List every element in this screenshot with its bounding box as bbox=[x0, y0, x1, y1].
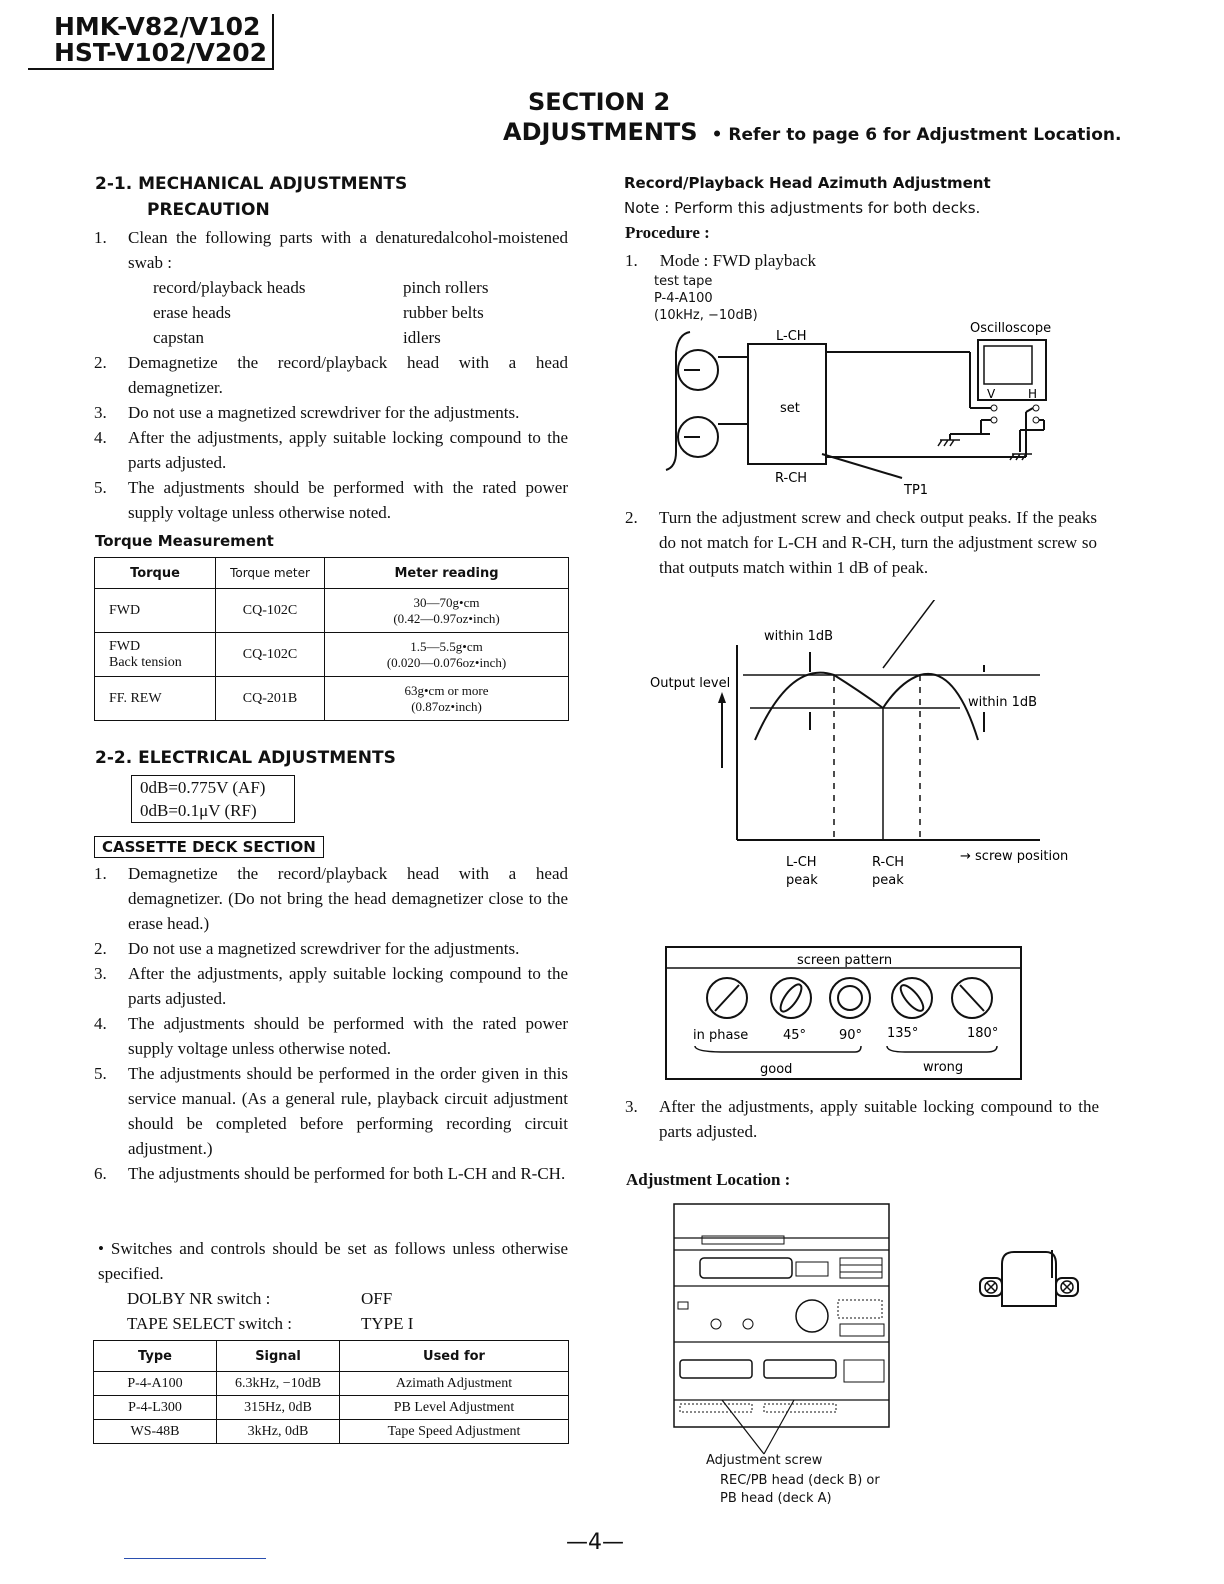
tape-cell: P-4-L300 bbox=[94, 1396, 217, 1420]
tape-line: (10kHz, −10dB) bbox=[654, 308, 758, 323]
label-180: 180° bbox=[967, 1026, 999, 1041]
screen-pattern-box bbox=[665, 946, 1023, 1082]
item-text: Do not use a magnetized screwdriver for the adjustments. bbox=[128, 939, 520, 958]
part-right: pinch rollers bbox=[403, 278, 489, 297]
step-3 bbox=[625, 1094, 1099, 1144]
deck-b-door bbox=[764, 1360, 836, 1378]
torque-name: FWD bbox=[109, 638, 141, 654]
section-note: • Refer to page 6 for Adjustment Location. bbox=[711, 125, 1122, 145]
reading-value: 1.5—5.5g•cm bbox=[410, 638, 483, 654]
step-2 bbox=[625, 505, 1097, 580]
volume-knob bbox=[796, 1300, 828, 1332]
model-line-2: HST-V102/V202 bbox=[54, 38, 268, 67]
rch-line bbox=[1026, 408, 1033, 412]
terminal bbox=[991, 405, 997, 411]
rch-peak-label-2: peak bbox=[872, 873, 904, 888]
pattern-180-line bbox=[960, 985, 984, 1011]
good-bracket bbox=[695, 1046, 861, 1052]
pattern-45 bbox=[771, 978, 811, 1018]
tape-cell: 315Hz, 0dB bbox=[217, 1396, 340, 1420]
tape-line: P-4-A100 bbox=[654, 291, 713, 306]
rch-curve bbox=[883, 674, 978, 740]
rch-label: R-CH bbox=[775, 471, 808, 486]
lch-peak-label-2: peak bbox=[786, 873, 818, 888]
item-number: 2. bbox=[94, 353, 107, 372]
tp1-label: TP1 bbox=[904, 483, 929, 498]
head-body bbox=[1002, 1252, 1056, 1306]
list-item bbox=[94, 961, 568, 1011]
torque-cell bbox=[95, 633, 216, 677]
tape-cell: WS-48B bbox=[94, 1420, 217, 1444]
item-number: 6. bbox=[94, 1164, 107, 1183]
item-text: Do not use a magnetized screwdriver for the adjustments. bbox=[128, 403, 520, 422]
tuner-panel bbox=[796, 1262, 828, 1276]
tape-cell: Azimath Adjustment bbox=[340, 1372, 569, 1396]
tape-cell: 3kHz, 0dB bbox=[217, 1420, 340, 1444]
wrong-bracket bbox=[887, 1046, 997, 1052]
parts-list bbox=[94, 275, 568, 350]
slot bbox=[702, 1236, 784, 1244]
item-text: The adjustments should be performed with the rated power supply voltage unless otherwise noted. bbox=[128, 478, 568, 522]
table-row bbox=[95, 633, 569, 677]
switch-value: TYPE I bbox=[361, 1314, 414, 1333]
tuner-buttons bbox=[840, 1258, 882, 1278]
switch-name: DOLBY NR switch : bbox=[127, 1289, 271, 1308]
reading-cell bbox=[325, 589, 569, 633]
meter-cell: CQ-102C bbox=[216, 589, 325, 633]
item-number: 3. bbox=[94, 964, 107, 983]
section-title-row bbox=[503, 118, 1121, 146]
db-af: 0dB=0.775V (AF) bbox=[140, 778, 266, 797]
label-135: 135° bbox=[887, 1026, 919, 1041]
switch-settings bbox=[127, 1286, 413, 1336]
adjustment-location-heading: Adjustment Location : bbox=[626, 1170, 791, 1189]
knob bbox=[711, 1319, 721, 1329]
mech-heading: 2-1. MECHANICAL ADJUSTMENTS bbox=[95, 174, 408, 194]
lch-peak-label: L-CH bbox=[786, 855, 817, 870]
step-2-text: Turn the adjustment screw and check output peaks. If the peaks do not match for L-CH and R-CH, turn the adjustment screw so that outputs match within 1 dB of peak. bbox=[659, 508, 1097, 577]
item-text: Demagnetize the record/playback head with a head demagnetizer. (Do not bring the head demagnetizer close to the erase head.) bbox=[128, 864, 568, 933]
step-3-text: After the adjustments, apply suitable locking compound to the parts adjusted. bbox=[659, 1097, 1099, 1141]
screen-pattern-title: screen pattern bbox=[797, 953, 893, 968]
test-tape-table bbox=[93, 1340, 569, 1444]
elec-list bbox=[94, 861, 568, 1186]
col-header: Torque bbox=[95, 558, 216, 589]
list-item bbox=[94, 425, 568, 475]
oscilloscope-label: Oscilloscope bbox=[970, 321, 1052, 336]
col-header: Used for bbox=[340, 1341, 569, 1372]
elec-heading: 2-2. ELECTRICAL ADJUSTMENTS bbox=[95, 748, 396, 768]
wrong-label: wrong bbox=[923, 1060, 964, 1075]
pattern-135 bbox=[892, 978, 932, 1018]
section-number: SECTION 2 bbox=[528, 88, 671, 116]
table-row bbox=[95, 589, 569, 633]
list-item bbox=[94, 1061, 568, 1161]
tuner-display bbox=[700, 1258, 792, 1278]
torque-table bbox=[94, 557, 569, 721]
item-number: 3. bbox=[94, 403, 107, 422]
good-label: good bbox=[760, 1062, 793, 1077]
amp-display bbox=[838, 1300, 882, 1318]
head-label-2: PB head (deck A) bbox=[720, 1491, 832, 1506]
torque-cell bbox=[95, 589, 216, 633]
tape-cell: PB Level Adjustment bbox=[340, 1396, 569, 1420]
deck-a-door bbox=[680, 1360, 752, 1378]
step-1-text: Mode : FWD playback bbox=[659, 251, 817, 270]
head-detail-drawing bbox=[974, 1248, 1080, 1312]
knob bbox=[743, 1319, 753, 1329]
table-row bbox=[95, 677, 569, 721]
within-label-2: within 1dB bbox=[968, 695, 1038, 710]
output-level-label: Output level bbox=[650, 676, 731, 691]
connection-diagram bbox=[640, 312, 1070, 502]
reading-imperial: (0.42—0.97oz•inch) bbox=[393, 610, 500, 626]
switch-note: • Switches and controls should be set as follows unless otherwise specified. bbox=[98, 1239, 568, 1283]
label-45: 45° bbox=[783, 1028, 807, 1043]
item-text: After the adjustments, apply suitable locking compound to the parts adjusted. bbox=[128, 428, 568, 472]
part-right: rubber belts bbox=[403, 303, 484, 322]
torque-name: FF. REW bbox=[109, 690, 162, 706]
list-item: 1. Clean the following parts with a denaturedalcohol-moistened swab : bbox=[94, 228, 568, 272]
deck-buttons bbox=[844, 1360, 884, 1382]
tape-cell: Tape Speed Adjustment bbox=[340, 1420, 569, 1444]
lch-label: L-CH bbox=[776, 329, 807, 344]
list-item bbox=[94, 936, 568, 961]
ground-symbol bbox=[938, 440, 960, 446]
reading-imperial: (0.87oz•inch) bbox=[411, 698, 482, 714]
tape-line: test tape bbox=[654, 274, 713, 289]
meter-cell: CQ-201B bbox=[216, 677, 325, 721]
section-title: ADJUSTMENTS bbox=[503, 118, 698, 146]
torque-name: FWD bbox=[109, 602, 141, 618]
db-rf: 0dB=0.1μV (RF) bbox=[140, 801, 257, 820]
meter-cell: CQ-102C bbox=[216, 633, 325, 677]
pattern-90-inner bbox=[838, 986, 862, 1010]
precaution-heading: PRECAUTION bbox=[147, 200, 270, 220]
step-1: 1. Mode : FWD playback bbox=[625, 251, 817, 270]
item-text: The adjustments should be performed for both L-CH and R-CH. bbox=[128, 1164, 566, 1183]
power-button bbox=[678, 1302, 688, 1309]
terminal bbox=[1033, 417, 1039, 423]
torque-sub: Back tension bbox=[109, 654, 182, 670]
part-left: erase heads bbox=[153, 303, 231, 322]
col-header: Signal bbox=[217, 1341, 340, 1372]
screw-position-label: → screw position bbox=[960, 849, 1069, 864]
list-item: 2. Turn the adjustment screw and check output peaks. If the peaks do not match for L-CH and R-CH, turn the adjustment screw so that outputs match within 1 dB of peak. bbox=[625, 508, 1097, 577]
list-item bbox=[94, 1011, 568, 1061]
item-number: 4. bbox=[94, 1014, 107, 1033]
cassette-section-label: CASSETTE DECK SECTION bbox=[94, 836, 324, 858]
col-header: Type bbox=[94, 1341, 217, 1372]
item-text: The adjustments should be performed in the order given in this service manual. (As a general rule, playback circuit adjustment should be completed before performing recording circuit adjustment.) bbox=[128, 1064, 568, 1158]
item-text: After the adjustments, apply suitable locking compound to the parts adjusted. bbox=[128, 964, 568, 1008]
y-arrow-head bbox=[718, 692, 726, 703]
item-text: Clean the following parts with a denaturedalcohol-moistened swab : bbox=[128, 228, 568, 272]
item-number: 2. bbox=[94, 939, 107, 958]
item-number: 1. bbox=[94, 864, 107, 883]
h-label: H bbox=[1028, 387, 1038, 401]
table-header-row bbox=[95, 558, 569, 589]
item-number: 5. bbox=[94, 478, 107, 497]
procedure-label: Procedure : bbox=[625, 223, 710, 242]
lch-curve bbox=[755, 673, 883, 740]
pattern-45-ellipse bbox=[777, 981, 805, 1014]
label-90: 90° bbox=[839, 1028, 863, 1043]
torque-heading: Torque Measurement bbox=[95, 532, 274, 550]
footer-rule bbox=[124, 1558, 266, 1559]
torque-cell bbox=[95, 677, 216, 721]
tape-cell: 6.3kHz, −10dB bbox=[217, 1372, 340, 1396]
switch-name: TAPE SELECT switch : bbox=[127, 1314, 293, 1333]
col-header: Torque meter bbox=[216, 558, 325, 589]
pointer-line bbox=[883, 600, 938, 668]
list-item bbox=[94, 475, 568, 525]
reading-imperial: (0.020—0.076oz•inch) bbox=[386, 654, 507, 670]
terminal bbox=[991, 417, 997, 423]
pattern-135-ellipse bbox=[897, 982, 927, 1014]
rch-peak-label: R-CH bbox=[872, 855, 905, 870]
head-label-1: REC/PB head (deck B) or bbox=[720, 1473, 880, 1488]
table-row bbox=[94, 1420, 569, 1444]
deck-b-control bbox=[764, 1404, 836, 1412]
switch-value: OFF bbox=[361, 1289, 393, 1308]
model-header bbox=[28, 14, 274, 70]
azimuth-heading: Record/Playback Head Azimuth Adjustment bbox=[624, 174, 991, 192]
model-line-1: HMK-V82/V102 bbox=[54, 12, 261, 41]
page-number: —4— bbox=[566, 1530, 624, 1555]
part-left: capstan bbox=[153, 328, 204, 347]
list-item bbox=[94, 1161, 568, 1186]
terminal bbox=[1033, 405, 1039, 411]
azimuth-note: Note : Perform this adjustments for both decks. bbox=[624, 199, 981, 217]
reading-value: 63g•cm or more bbox=[404, 682, 489, 698]
item-text: The adjustments should be performed with the rated power supply voltage unless otherwise noted. bbox=[128, 1014, 568, 1058]
label-in-phase: in phase bbox=[693, 1028, 749, 1043]
list-item bbox=[94, 861, 568, 936]
tape-cell: P-4-A100 bbox=[94, 1372, 217, 1396]
part-right: idlers bbox=[403, 328, 441, 347]
item-text: Demagnetize the record/playback head with a head demagnetizer. bbox=[128, 353, 568, 397]
set-label: set bbox=[780, 401, 800, 416]
item-number: 4. bbox=[94, 428, 107, 447]
col-header: Meter reading bbox=[325, 558, 569, 589]
list-item bbox=[94, 400, 568, 425]
adjustment-screw-label: Adjustment screw bbox=[706, 1453, 823, 1468]
screw-cross bbox=[1063, 1283, 1071, 1291]
item-number: 5. bbox=[94, 1064, 107, 1083]
db-reference-box bbox=[131, 775, 295, 823]
reading-cell bbox=[325, 633, 569, 677]
deck-a-control bbox=[680, 1404, 752, 1412]
amp-buttons bbox=[840, 1324, 884, 1336]
list-item bbox=[94, 350, 568, 400]
part-left: record/playback heads bbox=[153, 278, 306, 297]
oscilloscope-screen bbox=[984, 346, 1032, 384]
output-level-graph bbox=[640, 600, 1090, 900]
reading-cell bbox=[325, 677, 569, 721]
pattern-90 bbox=[830, 978, 870, 1018]
screw-cross bbox=[987, 1283, 995, 1291]
v-label: V bbox=[987, 387, 996, 401]
table-row bbox=[94, 1396, 569, 1420]
table-row bbox=[94, 1372, 569, 1396]
stereo-unit-drawing bbox=[670, 1200, 895, 1460]
list-item: 3. After the adjustments, apply suitable locking compound to the parts adjusted. bbox=[625, 1097, 1099, 1141]
within-label-1: within 1dB bbox=[764, 629, 834, 644]
table-header-row bbox=[94, 1341, 569, 1372]
pattern-in-phase-line bbox=[715, 985, 739, 1011]
reading-value: 30—70g•cm bbox=[413, 594, 480, 610]
precaution-list bbox=[94, 225, 568, 525]
